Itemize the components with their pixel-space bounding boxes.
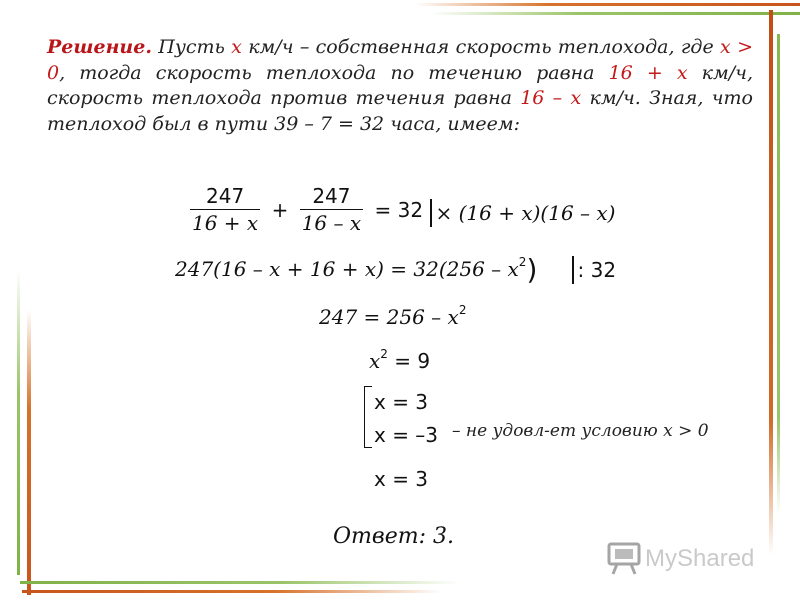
statement-variable: x — [231, 36, 242, 58]
equation-3-exponent: 2 — [458, 303, 467, 317]
statement-upstream-speed: 16 – x — [520, 87, 582, 109]
equation-2-action — [572, 256, 616, 284]
statement-part: Пусть — [151, 36, 232, 58]
frame-bar-bottom-orange — [22, 590, 442, 593]
equation-2-close-paren: ) — [526, 253, 538, 286]
equation-1-action — [430, 199, 615, 227]
statement-condition: x > 0 — [47, 36, 754, 84]
equation-3 — [319, 304, 466, 327]
frame-bar-right-green — [777, 34, 780, 514]
equation-4-variable: x — [369, 349, 381, 373]
divider-bar — [572, 256, 574, 284]
equation-2-body: 247(16 – x + 16 + x) = 32(256 – x — [175, 257, 519, 281]
watermark-text: MyShared — [645, 545, 755, 572]
divider-bar — [430, 199, 432, 227]
equation-1-rhs: = 32 — [374, 197, 424, 222]
statement-part: , тогда скорость теплохода по течению равна — [59, 61, 609, 84]
equation-2 — [175, 253, 538, 286]
fraction-2-numerator: 247 — [300, 186, 363, 210]
equation-4-rhs: = 9 — [387, 349, 431, 373]
final-root: x = 3 — [374, 467, 429, 491]
frame-bar-right-orange — [769, 10, 773, 555]
frame-bar-bottom-green — [20, 581, 460, 584]
equation-2-exponent: 2 — [518, 255, 527, 269]
equation-1 — [187, 186, 425, 233]
system-root-1: x = 3 — [374, 390, 429, 414]
frame-bar-top-orange — [415, 3, 800, 6]
watermark-projector-screen — [615, 549, 633, 559]
root-rejection-note: – не удовл-ет условию x > 0 — [452, 421, 709, 441]
equation-1-multiplier: × (16 + x)(16 – x) — [435, 201, 616, 225]
frame-bar-left-orange — [27, 310, 31, 595]
statement-part: км/ч. Зная, что теплоход был в пути 39 – 7 = 32 часа, имеем: — [47, 87, 753, 135]
statement-part: км/ч, скорость теплохода против течения равна — [47, 61, 754, 109]
plus-sign: + — [271, 197, 289, 222]
myshared-watermark — [605, 538, 765, 578]
solution-label: Решение. — [47, 36, 152, 58]
statement-part: км/ч – собственная скорость теплохода, где — [241, 36, 721, 58]
frame-bar-top-green — [430, 12, 800, 15]
frame-bar-left-green — [17, 270, 20, 575]
equation-3-body: 247 = 256 – x — [319, 305, 459, 329]
system-root-2: x = –3 — [374, 423, 439, 447]
equation-4-exponent: 2 — [380, 347, 388, 361]
answer: Ответ: 3. — [333, 524, 454, 549]
fraction-1-denominator: 16 + x — [192, 211, 259, 235]
system-bracket — [364, 386, 372, 448]
watermark-logo — [605, 538, 765, 578]
equation-2-divisor: : 32 — [577, 258, 617, 282]
statement-downstream-speed: 16 + x — [608, 61, 688, 84]
fraction-1-numerator: 247 — [190, 186, 260, 210]
equation-4 — [369, 348, 430, 371]
fraction-2-denominator: 16 – x — [301, 211, 362, 235]
fraction-1 — [190, 186, 260, 233]
fraction-2 — [300, 186, 363, 233]
solution-statement — [47, 35, 753, 137]
